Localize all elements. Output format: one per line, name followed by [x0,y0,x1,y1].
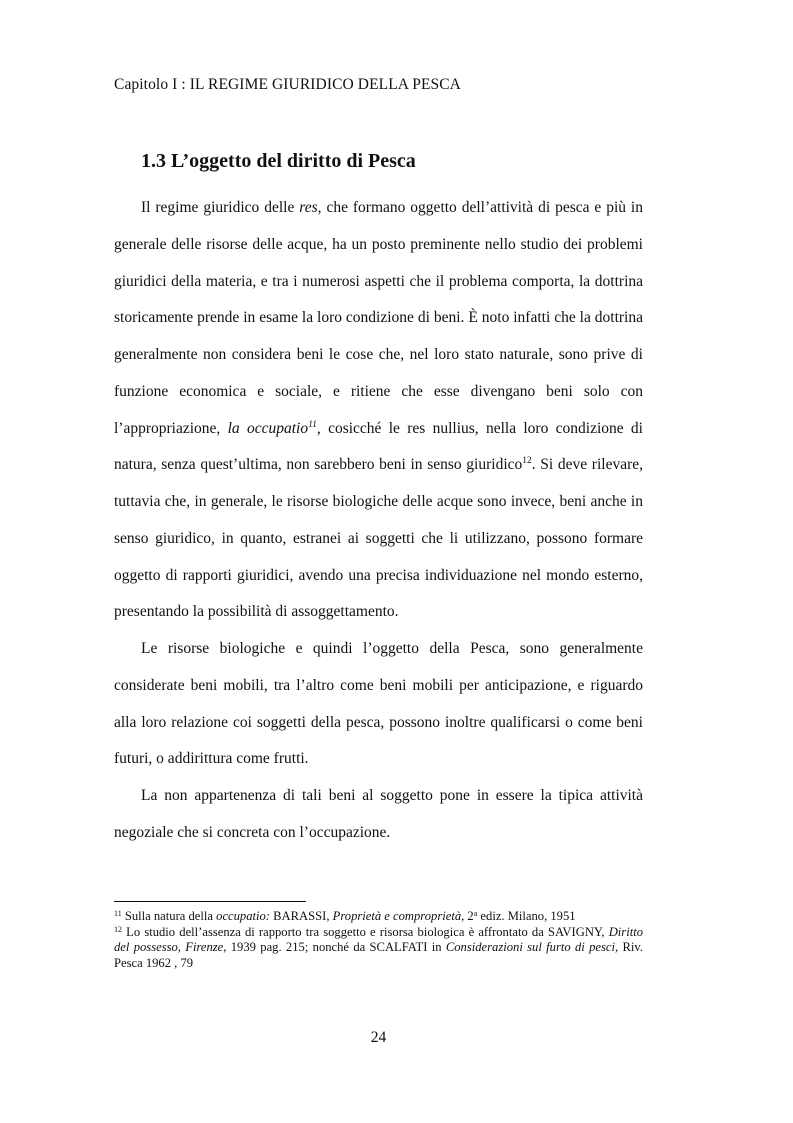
footnote-11 [114,909,643,925]
section-title: 1.3 L’oggetto del diritto di Pesca [141,150,416,172]
term-occupatio: la occupatio [227,419,309,437]
footnote-11-text-e: , 2 [461,909,474,923]
paragraph-3: La non appartenenza di tali beni al soggetto pone in essere la tipica attività negoziale che si concreta con l’occupazione. [114,787,643,841]
paragraph-1-text-c: , che formano oggetto dell’attività di pesca e più in generale delle risorse delle acque, ha un posto preminente nello studio dei problemi giuridici della materia, e tra i numerosi aspetti che il problema comporta, la dottrina storicamente prende in esame la loro condizione di beni. È noto infatti che la dottrina generalmente non considera beni le cose che, nel loro stato naturale, sono prive di funzione economica e sociale, e ritiene che esse divengano beni solo con l’appropriazione, [114,199,643,437]
footnote-11-work-title: Proprietà e comproprietà [332,909,462,923]
paragraph-1-text-h: . Si deve rilevare, tuttavia che, in generale, le risorse biologiche delle acque sono invece, beni anche in senso giuridico, in quanto, estranei ai soggetti che li utilizzano, possono formare oggetto di rapporti giuridici, avendo una precisa individuazione nel mondo esterno, presentando la possibilità di assoggettamento. [114,456,643,621]
paragraph-1-text-a: Il regime giuridico delle [141,199,300,216]
footnote-12-text-e: Riv. Pesca 1962 , 79 [114,940,644,970]
footnote-12-text-c: , 1939 pag. 215; nonché da SCALFATI in [223,940,446,955]
footnote-ref-11: 11 [308,419,317,430]
footnote-11-term: occupatio: [216,909,270,923]
footnote-11-number: 11 [114,909,122,918]
footnote-12-second-title: Considerazioni sul furto di pesci, [445,940,619,955]
footnote-11-author: BARASSI, [270,909,333,923]
footnote-divider [114,901,306,902]
footnote-12-work-title: Diritto del possesso, Firenze [114,924,643,955]
paragraph-1-text-f: , cosicché le res nullius, nella loro condizione di natura, senza quest’ultima, non sarebbero beni in senso giuridico [114,419,643,474]
footnote-11-text-g: ediz. Milano, 1951 [477,909,576,923]
footnote-12-number: 12 [114,924,122,934]
footnote-11-edition-suffix: a [473,909,478,918]
footnotes [114,909,643,971]
footnote-12-text-a: Lo studio dell’assenza di rapporto tra soggetto e risorsa biologica è affrontato da SAVIGNY, [122,924,609,939]
page-number: 24 [370,1029,387,1046]
paragraph-1 [114,190,643,631]
footnote-ref-12: 12 [522,456,532,467]
paragraph-2: Le risorse biologiche e quindi l’oggetto della Pesca, sono generalmente considerate beni mobili, tra l’altro come beni mobili per anticipazione, e riguardo alla loro relazione coi soggetti della pesca, possono inoltre qualificarsi o come beni futuri, o addirittura come frutti. [114,640,643,768]
body-text [114,190,643,852]
running-head: Capitolo I : IL REGIME GIURIDICO DELLA PESCA [114,76,461,93]
footnote-12 [114,925,643,972]
term-res: res [299,199,318,216]
footnote-11-text-a: Sulla natura della [121,909,217,923]
